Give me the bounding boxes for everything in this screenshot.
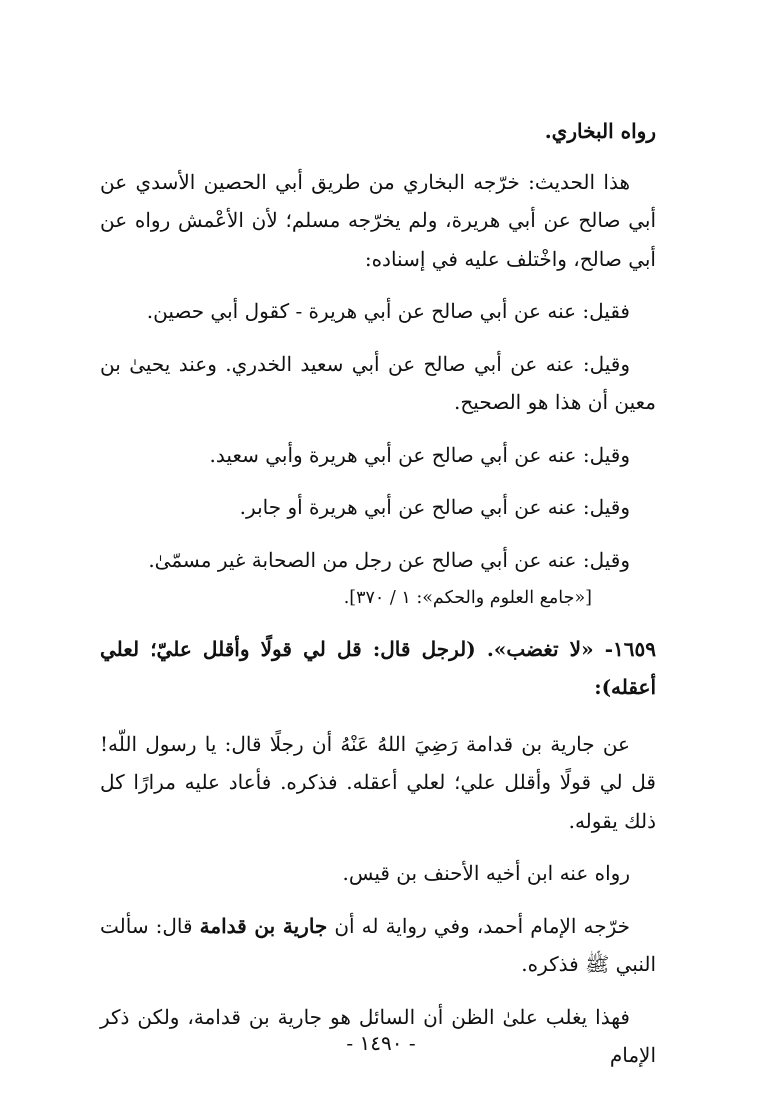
paragraph-narrated-by-bukhari: رواه البخاري. xyxy=(544,119,656,143)
jariya-name-bold: جارية بن قدامة xyxy=(199,913,328,938)
hadith-heading-1659: ١٦٥٩- «لا تغضب». (لرجل قال: قل لي قولًا وأقلل عليّ؛ لعلي أعقله): xyxy=(100,636,656,699)
paragraph-jariya-narration: عن جارية بن قدامة رَضِيَ اللهُ عَنْهُ أن رجلًا قال: يا رسول اللّه! قل لي قولًا وأقلل علي؛ لعلي أعقله. فذكره. فأعاد عليه مرارًا كل ذلك يقوله. xyxy=(100,731,656,833)
main-text xyxy=(100,112,656,1075)
paragraph-ahnaf-narration: رواه عنه ابن أخيه الأحنف بن قيس. xyxy=(342,861,630,885)
paragraph-ahmad-narration xyxy=(100,907,656,984)
page-number: - ١٤٩٠ - xyxy=(346,1031,416,1055)
paragraph-chain-4: وقيل: عنه عن أبي صالح عن أبي هريرة أو جابر. xyxy=(239,495,630,519)
paragraph-chain-5: وقيل: عنه عن أبي صالح عن رجل من الصحابة غير مسمّىٰ. xyxy=(148,547,630,572)
paragraph-conclusion: فهذا يغلب علىٰ الظن أن السائل هو جارية بن قدامة، ولكن ذكر الإمام xyxy=(100,1004,656,1067)
ahmad-text-after: قال: سألت النبي ﷺ فذكره. xyxy=(100,913,656,976)
ahmad-text-before: خرّجه الإمام أحمد، وفي رواية له أن xyxy=(327,913,630,938)
citation-reference: [«جامع العلوم والحكم»: ١ / ٣٧٠]. xyxy=(343,588,592,608)
paragraph-chain-2: وقيل: عنه عن أبي صالح عن أبي سعيد الخدري. وعند يحيىٰ بن معين أن هذا هو الصحيح. xyxy=(100,351,656,414)
paragraph-chain-3: وقيل: عنه عن أبي صالح عن أبي هريرة وأبي سعيد. xyxy=(209,442,630,467)
paragraph-hadith-commentary: هذا الحديث: خرّجه البخاري من طريق أبي الحصين الأسدي عن أبي صالح عن أبي هريرة، ولم يخرّجه مسلم؛ لأن الأعْمش رواه عن أبي صالح، واخْتلف عليه في إسناده: xyxy=(100,169,657,271)
paragraph-chain-1: فقيل: عنه عن أبي صالح عن أبي هريرة - كقول أبي حصين. xyxy=(146,299,630,323)
